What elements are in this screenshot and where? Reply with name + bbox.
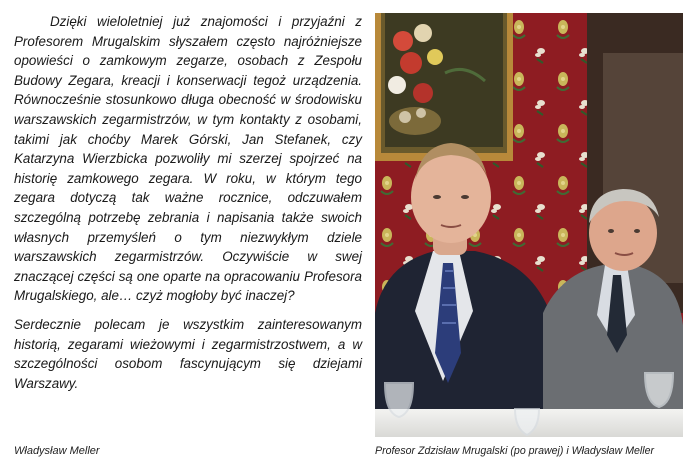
article-body <box>14 12 362 402</box>
event-photo <box>375 13 683 437</box>
article-paragraph-1: Dzięki wieloletniej już znajomości i przyjaźni z Profesorem Mrugalskim słyszałem często najróżniejsze opowieści o zamkowym zegarze, osobach z Zespołu Budowy Zegara, kreacji i konserwacji tegoż urządzenia. Równocześnie stosunkowo długa obecność w środowisku warszawskich zegarmistrzów, w tym kontakty z osobami, takimi jak choćby Marek Górski, Jan Stefanek, czy Katarzyna Wierzbicka pozwoliły mi szerzej spojrzeć na historię zamkowego zegara. W roku, w którym tego zegara dotyczą tak ważne rocznice, odczuwałem szczególną potrzebę zebrania i napisania także swoich własnych przemyśleń o tym niezwykłym dziele warszawskich zegarmistrzów. Oczywiście w swej znaczącej części są one oparte na opracowaniu Profesora Mrugalskiego, ale… czyż mogłoby być inaczej? <box>14 14 362 304</box>
photo-caption: Profesor Zdzisław Mrugalski (po prawej) i Władysław Meller <box>375 445 655 457</box>
article-paragraph-2: Serdecznie polecam je wszystkim zainteresowanym historią, zegarami wieżowymi i zegarmistrzostwem, a w szczególności osobom fascynującym się dziejami Warszawy. <box>14 316 362 391</box>
painting <box>375 13 513 161</box>
article-author: Władysław Meller <box>14 445 100 457</box>
